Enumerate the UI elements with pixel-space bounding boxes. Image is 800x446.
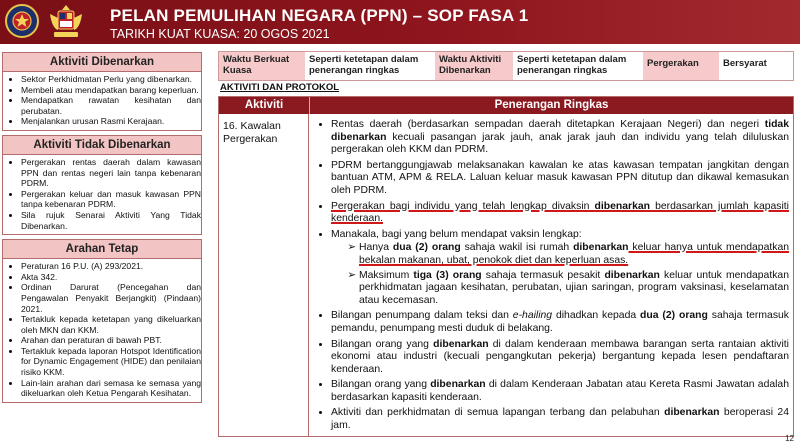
box-title: Aktiviti Tidak Dibenarkan (3, 136, 201, 155)
sub-bullet-tiga-orang: ➢ Maksimum tiga (3) orang sahaja termasuk pesakit dibenarkan keluar untuk mendapatkan perkhidmatan jagaan kesihatan, perubatan, ujian saringan, program vaksinasi, keselamatan atau kecemasan. (359, 270, 789, 308)
list-item: • Akta 342. (21, 272, 201, 283)
strip-label-pergerakan: Pergerakan (643, 52, 719, 80)
list-item: • Sektor Perkhidmatan Perlu yang dibenarkan. (21, 74, 201, 85)
list-item: • Lain-lain arahan dari semasa ke semasa yang dikeluarkan oleh Ketua Pengarah Kesihatan. (21, 378, 201, 399)
bullet-belum-vaksin: • Manakala, bagi yang belum mendapat vaksin lengkap: ➢ Hanya dua (2) orang sahaja wakil isi rumah dibenarkan keluar hanya untuk mendapatkan bekalan makanan, ubat, penokok diet dan keperluan asas. ➢ Maksimum tiga (3) orang sahaja termasuk pesakit dibenarkan keluar untuk mendapatkan perkhidmatan jagaan kesihatan, perubatan, ujian saringan, program vaksinasi, keselamatan atau kecemasan. (331, 229, 789, 308)
column-header-penerangan: Penerangan Ringkas (494, 99, 609, 111)
box-arahan-tetap (2, 239, 202, 403)
list-item: • Peraturan 16 P.U. (A) 293/2021. (21, 261, 201, 272)
list-item: • Menjalankan urusan Rasmi Kerajaan. (21, 116, 201, 127)
section-label: AKTIVITI DAN PROTOKOL (220, 82, 340, 93)
list-item: • Tertakluk kepada laporan Hotspot Identification for Dynamic Engagement (HIDE) dan penilaian risiko KKM. (21, 346, 201, 378)
list-item: • Membeli atau mendapatkan barang keperluan. (21, 85, 201, 96)
strip-label-waktu-aktiviti: Waktu Aktiviti Dibenarkan (435, 52, 513, 80)
bullet-pdrm: • PDRM bertanggungjawab melaksanakan kawalan ke atas kawasan tempatan jangkitan dengan bantuan ATM, APM & RELA. Laluan keluar masuk kawasan PPN ditutup dan dikawal kemasukan oleh PDRM. (331, 160, 789, 198)
bullet-rentas-daerah: • Rentas daerah (berdasarkan sempadan daerah ditetapkan Kerajaan Negeri) dan negeri tidak dibenarkan kecuali pasangan jarak jauh, anak jarak jauh dan individu yang telah diluluskan pergerakan oleh KKM dan PDRM. (331, 119, 789, 157)
bullet-kenderaan-jabatan: • Bilangan orang yang dibenarkan di dalam Kenderaan Jabatan atau Kereta Rasmi Jawatan adalah berdasarkan kapasiti kenderaan. (331, 379, 789, 404)
column-header-aktiviti: Aktiviti (219, 97, 310, 114)
list-item: • Arahan dan peraturan di bawah PBT. (21, 335, 201, 346)
left-panel (2, 52, 202, 407)
table-row (219, 114, 793, 436)
box-title: Arahan Tetap (3, 240, 201, 259)
list-item: • Pergerakan rentas daerah dalam kawasan PPN dan rentas negeri lain tanpa kebenaran PDRM. (21, 157, 201, 189)
list-item: • Sila rujuk Senarai Aktiviti Yang Tidak Dibenarkan. (21, 210, 201, 231)
box-aktiviti-tidak-dibenarkan (2, 135, 202, 235)
box-aktiviti-dibenarkan (2, 52, 202, 131)
list-item: • Tertakluk kepada ketetapan yang dikeluarkan oleh MKN dan KKM. (21, 314, 201, 335)
list-item: • Mendapatkan rawatan kesihatan dan perubatan. (21, 95, 201, 116)
strip-value: Seperti ketetapan dalam penerangan ringkas (513, 52, 643, 80)
box-title: Aktiviti Dibenarkan (3, 53, 201, 72)
effective-date: TARIKH KUAT KUASA: 20 OGOS 2021 (110, 27, 330, 41)
bullet-teksi: • Bilangan penumpang dalam teksi dan e-hailing dihadkan kepada dua (2) orang sahaja termasuk pemandu, penumpang mesti duduk di belakang. (331, 310, 789, 335)
bullet-kenderaan-barangan: • Bilangan orang yang dibenarkan di dalam kenderaan membawa barangan serta rantaian aktiviti ekonomi atau industri (kecuali pengangkutan pekerja) bergantung kepada lesen pendaftaran kenderaan. (331, 339, 789, 377)
table-header (219, 97, 793, 114)
activity-name: 16. Kawalan Pergerakan (219, 114, 309, 436)
header-banner (0, 0, 800, 44)
sub-bullet-dua-orang: ➢ Hanya dua (2) orang sahaja wakil isi rumah dibenarkan keluar hanya untuk mendapatkan bekalan makanan, ubat, penokok diet dan keperluan asas. (359, 242, 789, 267)
activity-table (218, 96, 794, 437)
strip-value: Seperti ketetapan dalam penerangan ringkas (305, 52, 435, 80)
list-item: • Ordinan Darurat (Pencegahan dan Pengawalan Penyakit Berjangkit) (Pindaan) 2021. (21, 282, 201, 314)
page-title: PELAN PEMULIHAN NEGARA (PPN) – SOP FASA 1 (110, 6, 529, 25)
description-cell (309, 114, 793, 436)
bullet-lapangan-terbang: • Aktiviti dan perkhidmatan di semua lapangan terbang dan pelabuhan dibenarkan beroperasi 24 jam. (331, 407, 789, 432)
coat-of-arms-icon (46, 2, 86, 40)
list-item: • Pergerakan keluar dan masuk kawasan PPN tanpa kebenaran PDRM. (21, 189, 201, 210)
bullet-vaksin-lengkap: • Pergerakan bagi individu yang telah lengkap divaksin dibenarkan berdasarkan jumlah kapasiti kenderaan. (331, 201, 789, 226)
strip-value-bersyarat: Bersyarat (719, 52, 793, 80)
strip-label-waktu-berkuat-kuasa: Waktu Berkuat Kuasa (219, 52, 305, 80)
agency-logo-icon (4, 2, 40, 40)
page-number: 12 (785, 434, 794, 443)
info-strip (218, 51, 794, 81)
